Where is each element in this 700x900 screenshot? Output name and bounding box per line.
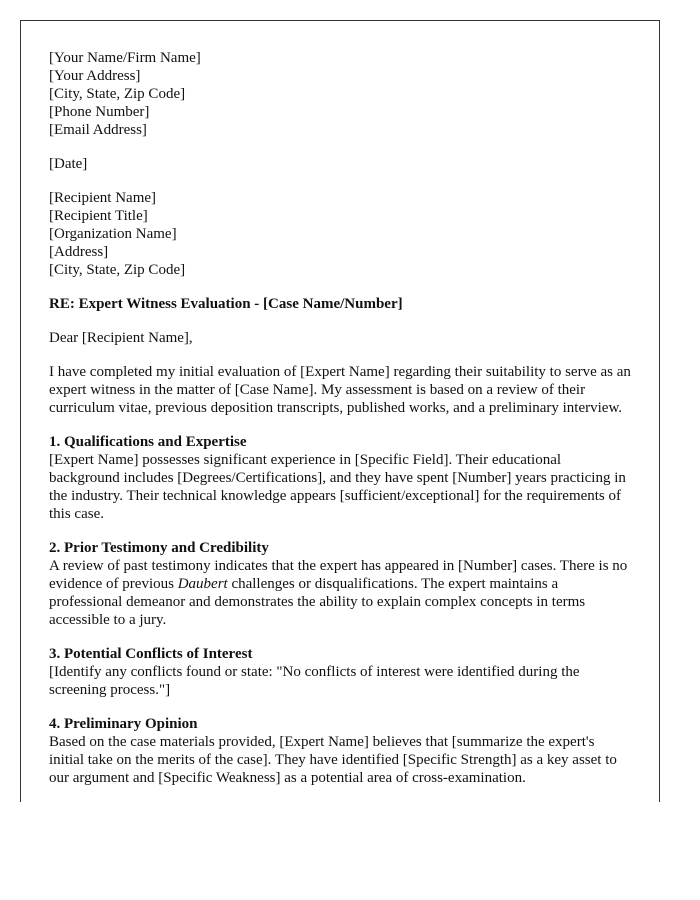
recipient-organization: [Organization Name]	[49, 226, 177, 242]
section-conflicts	[49, 645, 631, 699]
sender-block	[49, 49, 631, 139]
body-text: challenges or disqualifications. The expert maintains a professional demeanor and demonstrates the ability to explain complex concepts in terms accessible to a jury.	[49, 576, 586, 628]
intro-paragraph: I have completed my initial evaluation of [Expert Name] regarding their suitability to serve as an expert witness in the matter of [Case Name]. My assessment is based on a review of their curriculum vitae, previous deposition transcripts, published works, and a preliminary interview.	[49, 364, 631, 416]
subject-line: RE: Expert Witness Evaluation - [Case Name/Number]	[49, 296, 403, 312]
section-body: Based on the case materials provided, [Expert Name] believes that [summarize the expert's initial take on the merits of the case]. They have identified [Specific Strength] as a key asset to our argument and [Specific Weakness] as a potential area of cross-examination.	[49, 734, 617, 786]
section-heading: 1. Qualifications and Expertise	[49, 434, 247, 450]
recipient-city: [City, State, Zip Code]	[49, 262, 186, 278]
section-heading: 3. Potential Conflicts of Interest	[49, 646, 253, 662]
section-heading: 2. Prior Testimony and Credibility	[49, 540, 269, 556]
letter-date: [Date]	[49, 156, 88, 172]
sender-phone: [Phone Number]	[49, 104, 150, 120]
section-body: [Expert Name] possesses significant experience in [Specific Field]. Their educational background includes [Degrees/Certifications], and they have spent [Number] years practicing in the industry. Their technical knowledge appears [sufficient/exceptional] for the requirements of this case.	[49, 452, 626, 522]
section-qualifications	[49, 433, 631, 523]
letter-page	[20, 20, 660, 802]
recipient-address: [Address]	[49, 244, 109, 260]
sender-city: [City, State, Zip Code]	[49, 86, 186, 102]
sender-address: [Your Address]	[49, 68, 141, 84]
salutation: Dear [Recipient Name],	[49, 330, 193, 346]
section-body	[49, 557, 631, 629]
sender-email: [Email Address]	[49, 122, 147, 138]
recipient-name: [Recipient Name]	[49, 190, 157, 206]
daubert-term: Daubert	[177, 576, 228, 592]
sender-name: [Your Name/Firm Name]	[49, 50, 201, 66]
section-heading: 4. Preliminary Opinion	[49, 716, 198, 732]
section-preliminary-opinion	[49, 715, 631, 787]
recipient-title: [Recipient Title]	[49, 208, 148, 224]
section-prior-testimony	[49, 539, 631, 629]
body-text: A review of past testimony indicates that the expert has appeared in [Number] cases. There is no evidence of previous	[49, 558, 628, 592]
section-body: [Identify any conflicts found or state: "No conflicts of interest were identified during the screening process."]	[49, 664, 580, 698]
recipient-block	[49, 189, 631, 279]
